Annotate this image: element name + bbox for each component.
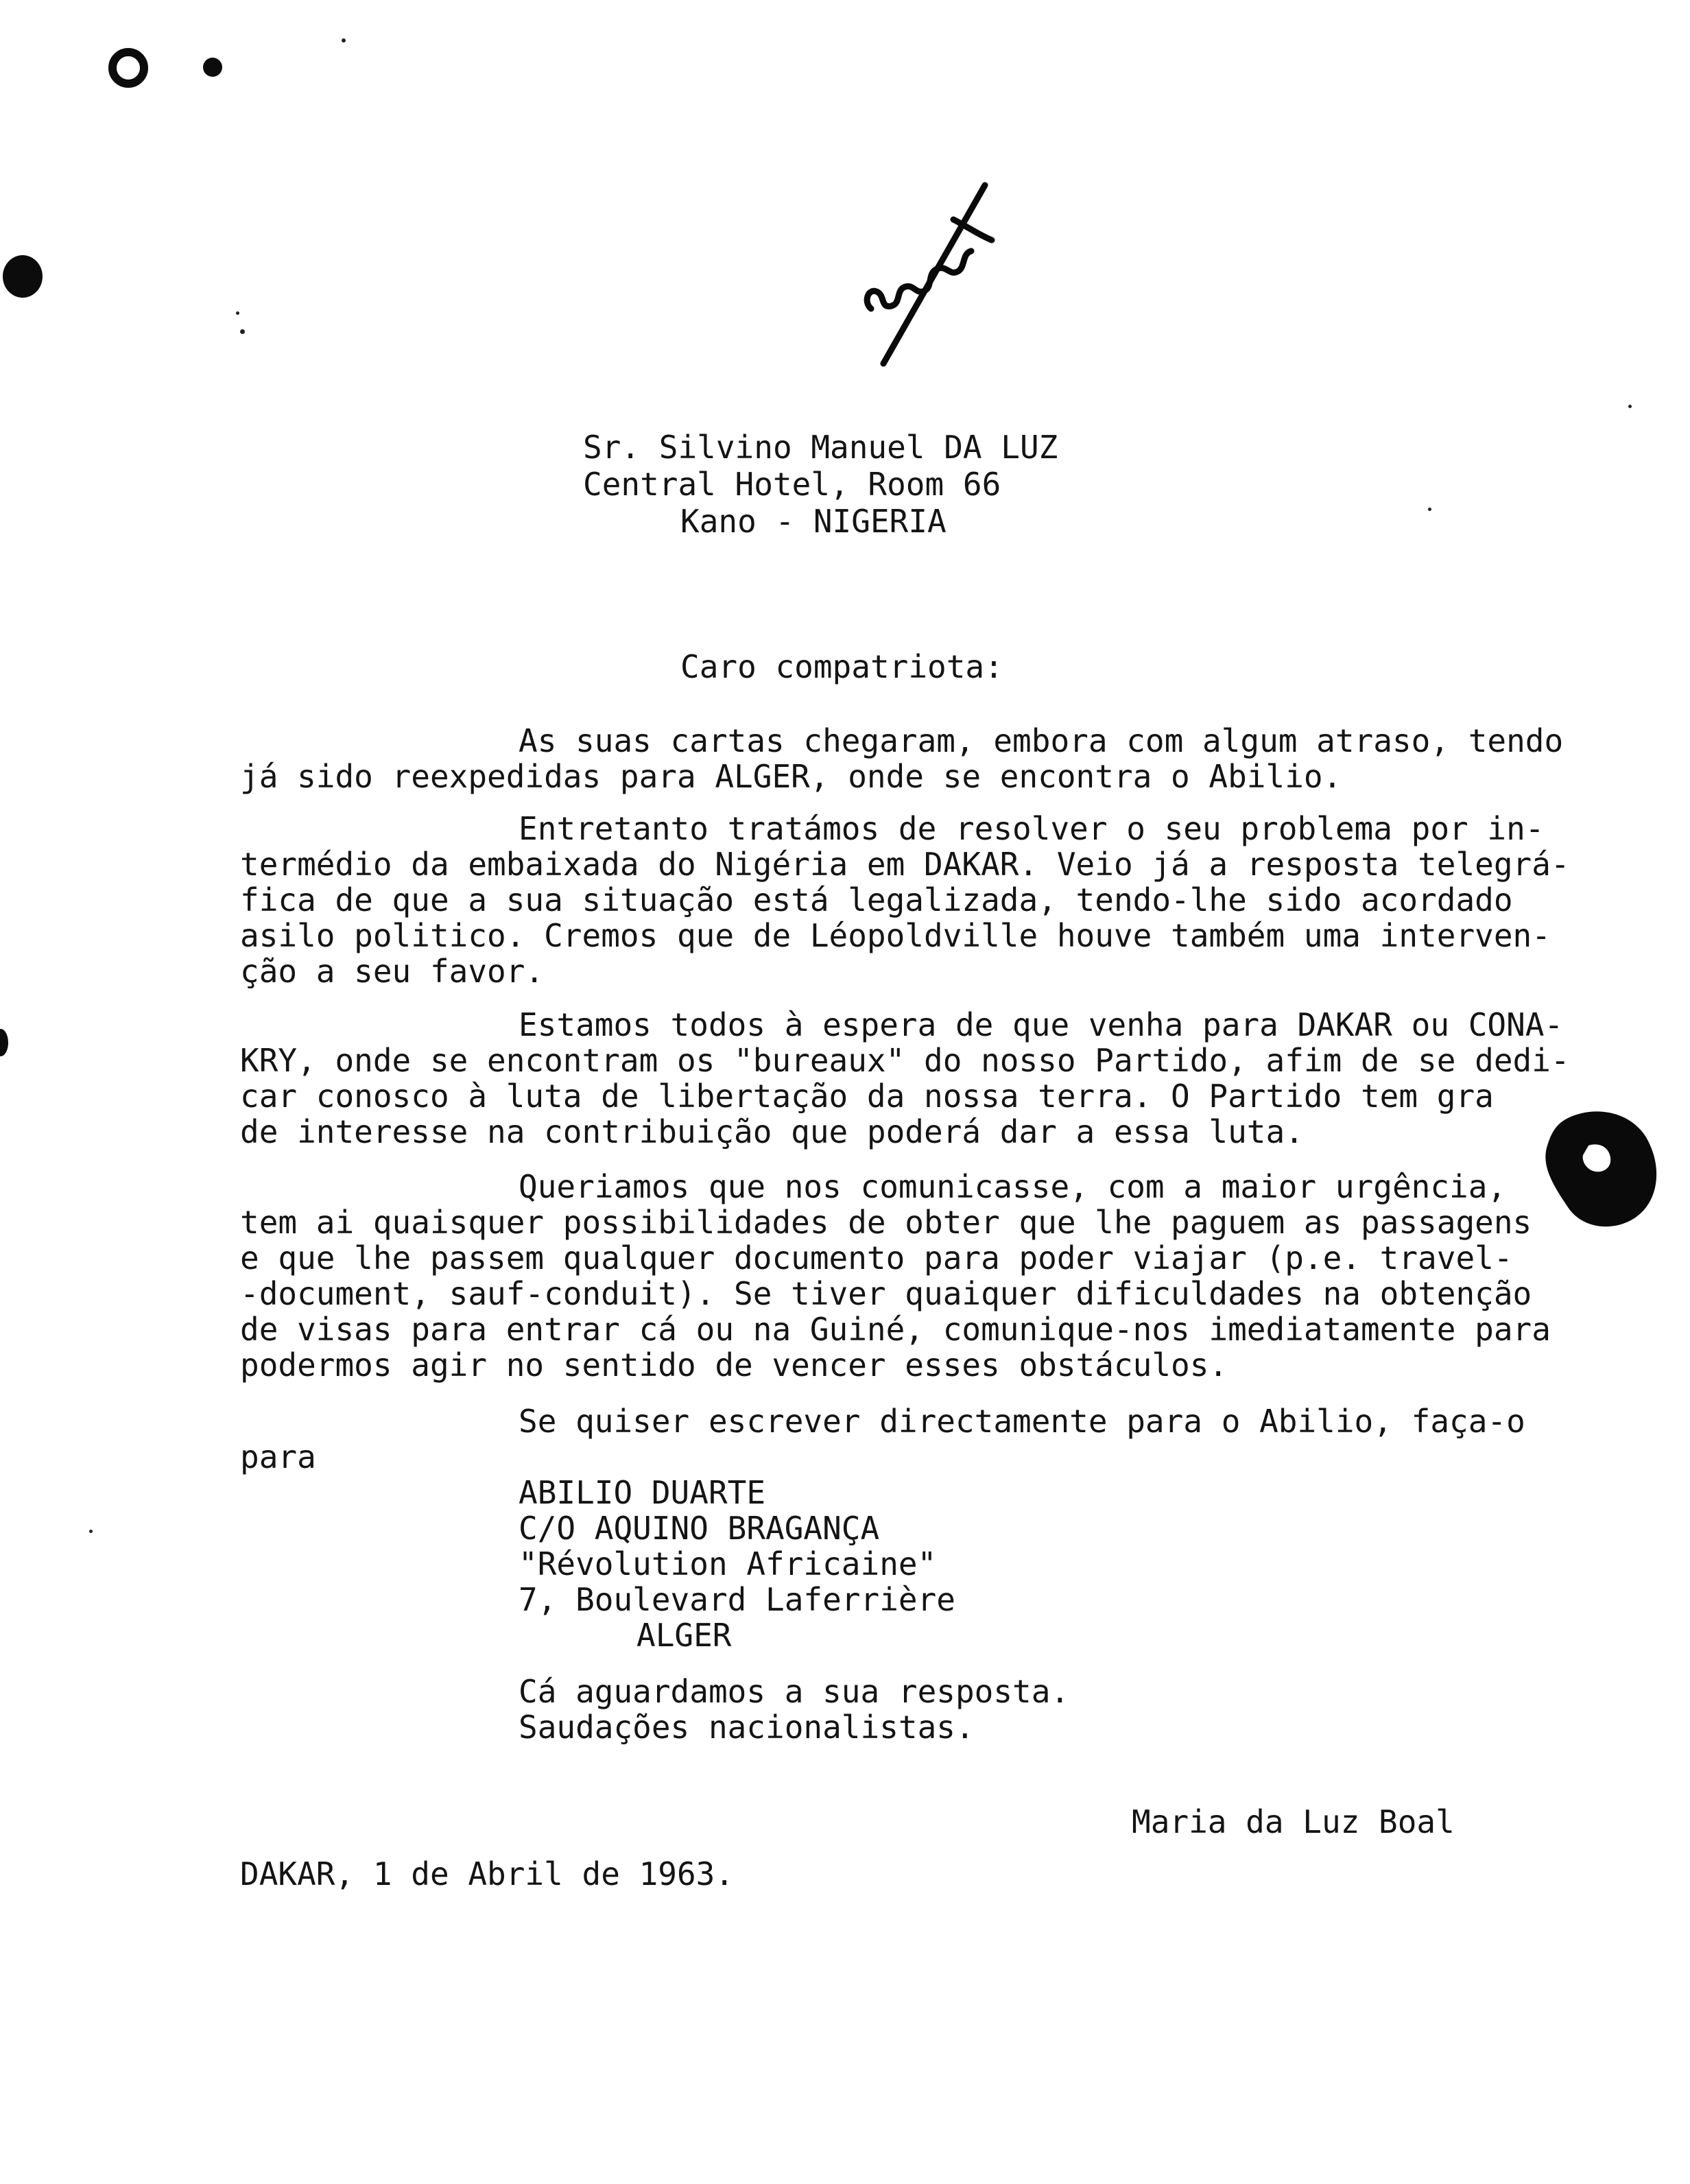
- addressee-street: Central Hotel, Room 66: [583, 466, 1001, 503]
- paragraph-2-line-2: termédio da embaixada do Nigéria em DAKAR. Veio já a resposta telegrá-: [240, 846, 1570, 883]
- speck: [240, 329, 245, 334]
- paragraph-1-line-2: já sido reexpedidas para ALGER, onde se encontra o Abilio.: [240, 758, 1342, 795]
- forward-address-line-2: C/O AQUINO BRAGANÇA: [519, 1510, 880, 1547]
- paragraph-2-line-4: asilo politico. Cremos que de Léopoldville houve também uma interven-: [240, 917, 1551, 954]
- paragraph-2-line-5: ção a seu favor.: [240, 953, 545, 990]
- punch-hole-blot: [3, 255, 43, 298]
- paragraph-4-line-1: Queriamos que nos comunicasse, com a maior urgência,: [519, 1168, 1507, 1205]
- paragraph-1-line-1: As suas cartas chegaram, embora com algum atraso, tendo: [519, 722, 1564, 759]
- paragraph-5-line-2: para: [240, 1438, 316, 1475]
- forward-address-line-3: "Révolution Africaine": [519, 1545, 937, 1582]
- forward-address-line-1: ABILIO DUARTE: [519, 1474, 766, 1511]
- paragraph-4-line-5: de visas para entrar cá ou na Guiné, comunique-nos imediatamente para: [240, 1311, 1551, 1348]
- paragraph-3-line-3: car conosco à luta de libertação da nossa terra. O Partido tem gra: [240, 1078, 1494, 1115]
- forward-address-line-4: 7, Boulevard Laferrière: [519, 1581, 955, 1618]
- speck: [1428, 508, 1431, 511]
- paragraph-4-line-4: -document, sauf-conduit). Se tiver quaiquer dificuldades na obtenção: [240, 1275, 1532, 1312]
- paragraph-4-line-2: tem ai quaisquer possibilidades de obter que lhe paguem as passagens: [240, 1204, 1532, 1241]
- paragraph-3-line-1: Estamos todos à espera de que venha para DAKAR ou CONA-: [519, 1006, 1564, 1043]
- edge-blot: [0, 1029, 8, 1056]
- signature: Maria da Luz Boal: [1132, 1803, 1455, 1840]
- speck: [1628, 405, 1632, 408]
- closing-line-2: Saudações nacionalistas.: [519, 1709, 975, 1746]
- paragraph-5-line-1: Se quiser escrever directamente para o Abilio, faça-o: [519, 1403, 1525, 1440]
- speck: [236, 311, 239, 315]
- addressee-name: Sr. Silvino Manuel DA LUZ: [583, 429, 1058, 466]
- paragraph-3-line-2: KRY, onde se encontram os "bureaux" do nosso Partido, afim de se dedi-: [240, 1042, 1570, 1079]
- ink-blot: [1540, 1104, 1664, 1235]
- paragraph-4-line-6: podermos agir no sentido de vencer esses obstáculos.: [240, 1346, 1228, 1384]
- addressee-city: Kano - NIGERIA: [680, 503, 947, 540]
- speck: [89, 1530, 93, 1533]
- speck: [342, 38, 346, 43]
- handwritten-initials: [850, 171, 1001, 370]
- forward-address-line-5: ALGER: [636, 1617, 732, 1654]
- salutation: Caro compatriota:: [680, 648, 1003, 685]
- punch-hole-ring: [108, 48, 148, 88]
- paragraph-4-line-3: e que lhe passem qualquer documento para poder viajar (p.e. travel-: [240, 1239, 1513, 1277]
- date-line: DAKAR, 1 de Abril de 1963.: [240, 1855, 735, 1892]
- closing-line-1: Cá aguardamos a sua resposta.: [519, 1673, 1070, 1710]
- paragraph-2-line-1: Entretanto tratámos de resolver o seu problema por in-: [519, 810, 1545, 847]
- paragraph-3-line-4: de interesse na contribuição que poderá dar a essa luta.: [240, 1113, 1304, 1150]
- paragraph-2-line-3: fica de que a sua situação está legalizada, tendo-lhe sido acordado: [240, 881, 1513, 918]
- punch-hole-dot: [203, 58, 222, 77]
